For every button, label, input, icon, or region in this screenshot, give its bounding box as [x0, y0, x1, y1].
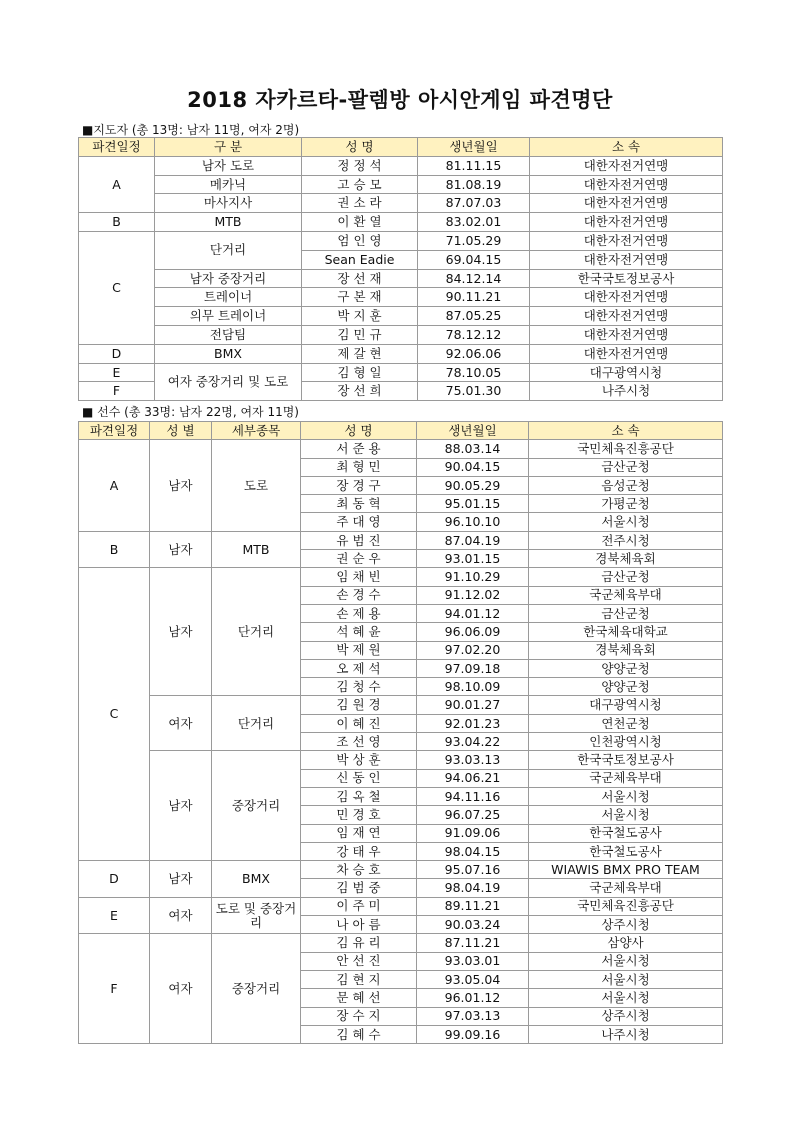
division-cell: 여자 중장거리 및 도로	[155, 363, 302, 401]
name-cell: 문 혜 선	[301, 989, 417, 1007]
header-affiliation: 소 속	[529, 422, 723, 440]
affiliation-cell: 경북체육회	[529, 641, 723, 659]
birth-cell: 91.09.06	[417, 824, 529, 842]
birth-cell: 78.10.05	[418, 363, 530, 382]
event-cell: 도로 및 중장거리	[212, 897, 301, 934]
table-row	[79, 861, 723, 879]
division-cell: 의무 트레이너	[155, 307, 302, 326]
name-cell: 김 원 경	[301, 696, 417, 714]
name-cell: 김 혜 수	[301, 1025, 417, 1043]
birth-cell: 91.12.02	[417, 586, 529, 604]
affiliation-cell: 금산군청	[529, 568, 723, 586]
name-cell: 유 범 진	[301, 531, 417, 549]
birth-cell: 93.03.01	[417, 952, 529, 970]
gender-cell: 여자	[150, 934, 212, 1044]
division-cell: 남자 중장거리	[155, 269, 302, 288]
division-cell: 트레이너	[155, 288, 302, 307]
header-name: 성 명	[302, 138, 418, 157]
name-cell: 김 옥 철	[301, 787, 417, 805]
affiliation-cell: 서울시청	[529, 806, 723, 824]
gender-cell: 남자	[150, 531, 212, 568]
name-cell: 제 갈 현	[302, 344, 418, 363]
division-cell: 전담팀	[155, 325, 302, 344]
affiliation-cell: 나주시청	[529, 1025, 723, 1043]
birth-cell: 87.05.25	[418, 307, 530, 326]
affiliation-cell: 한국철도공사	[529, 824, 723, 842]
affiliation-cell: 한국국토정보공사	[529, 751, 723, 769]
birth-cell: 81.08.19	[418, 175, 530, 194]
event-cell: 단거리	[212, 696, 301, 751]
schedule-cell: F	[79, 934, 150, 1044]
table-row	[79, 440, 723, 458]
birth-cell: 96.10.10	[417, 513, 529, 531]
birth-cell: 90.01.27	[417, 696, 529, 714]
affiliation-cell: 경북체육회	[529, 550, 723, 568]
name-cell: 손 경 수	[301, 586, 417, 604]
affiliation-cell: 국군체육부대	[529, 769, 723, 787]
affiliation-cell: 가평군청	[529, 495, 723, 513]
birth-cell: 90.05.29	[417, 476, 529, 494]
schedule-cell: D	[79, 344, 155, 363]
page-title: 2018 자카르타-팔렘방 아시안게임 파견명단	[187, 88, 613, 112]
affiliation-cell: 국민체육진흥공단	[529, 440, 723, 458]
table-row	[79, 194, 723, 213]
affiliation-cell: 나주시청	[530, 382, 723, 401]
birth-cell: 96.07.25	[417, 806, 529, 824]
name-cell: 구 본 재	[302, 288, 418, 307]
name-cell: 최 형 민	[301, 458, 417, 476]
birth-cell: 98.10.09	[417, 678, 529, 696]
division-cell: 남자 도로	[155, 156, 302, 175]
affiliation-cell: 양양군청	[529, 659, 723, 677]
name-cell: 조 선 영	[301, 733, 417, 751]
header-event: 세부종목	[212, 422, 301, 440]
name-cell: 김 현 지	[301, 970, 417, 988]
name-cell: 최 동 혁	[301, 495, 417, 513]
athletes-table	[78, 421, 723, 1044]
birth-cell: 83.02.01	[418, 213, 530, 232]
name-cell: 이 혜 진	[301, 714, 417, 732]
birth-cell: 94.01.12	[417, 604, 529, 622]
name-cell: 김 형 일	[302, 363, 418, 382]
event-cell: 중장거리	[212, 751, 301, 861]
table-row	[79, 568, 723, 586]
header-affiliation: 소 속	[530, 138, 723, 157]
birth-cell: 87.11.21	[417, 934, 529, 952]
table-row	[79, 325, 723, 344]
affiliation-cell: 국군체육부대	[529, 879, 723, 897]
birth-cell: 94.06.21	[417, 769, 529, 787]
event-cell: BMX	[212, 861, 301, 898]
athletes-section-label: ■ 선수 (총 33명: 남자 22명, 여자 11명)	[82, 405, 299, 419]
birth-cell: 93.03.13	[417, 751, 529, 769]
birth-cell: 93.01.15	[417, 550, 529, 568]
header-schedule: 파견일정	[79, 138, 155, 157]
table-row	[79, 231, 723, 250]
name-cell: 차 승 호	[301, 861, 417, 879]
name-cell: 나 아 름	[301, 916, 417, 934]
affiliation-cell: 대한자전거연맹	[530, 325, 723, 344]
affiliation-cell: 음성군청	[529, 476, 723, 494]
schedule-cell: A	[79, 440, 150, 531]
division-cell: BMX	[155, 344, 302, 363]
schedule-cell: F	[79, 382, 155, 401]
table-row	[79, 156, 723, 175]
name-cell: 엄 인 영	[302, 231, 418, 250]
name-cell: 주 대 영	[301, 513, 417, 531]
name-cell: 강 태 우	[301, 842, 417, 860]
affiliation-cell: 국군체육부대	[529, 586, 723, 604]
name-cell: 이 환 열	[302, 213, 418, 232]
table-row	[79, 363, 723, 382]
birth-cell: 98.04.15	[417, 842, 529, 860]
coaches-table	[78, 137, 723, 401]
affiliation-cell: 대한자전거연맹	[530, 288, 723, 307]
gender-cell: 여자	[150, 696, 212, 751]
affiliation-cell: 상주시청	[529, 1007, 723, 1025]
table-row	[79, 344, 723, 363]
division-cell: 메카닉	[155, 175, 302, 194]
name-cell: 이 주 미	[301, 897, 417, 915]
birth-cell: 90.04.15	[417, 458, 529, 476]
header-schedule: 파견일정	[79, 422, 150, 440]
birth-cell: 92.01.23	[417, 714, 529, 732]
name-cell: 신 동 인	[301, 769, 417, 787]
division-cell: MTB	[155, 213, 302, 232]
gender-cell: 남자	[150, 751, 212, 861]
name-cell: 권 소 라	[302, 194, 418, 213]
name-cell: 장 수 지	[301, 1007, 417, 1025]
name-cell: Sean Eadie	[302, 250, 418, 269]
name-cell: 장 선 희	[302, 382, 418, 401]
schedule-cell: E	[79, 363, 155, 382]
affiliation-cell: 금산군청	[529, 458, 723, 476]
birth-cell: 75.01.30	[418, 382, 530, 401]
schedule-cell: B	[79, 213, 155, 232]
birth-cell: 92.06.06	[418, 344, 530, 363]
event-cell: 중장거리	[212, 934, 301, 1044]
name-cell: 김 유 리	[301, 934, 417, 952]
birth-cell: 95.07.16	[417, 861, 529, 879]
affiliation-cell: 서울시청	[529, 970, 723, 988]
header-division: 구 분	[155, 138, 302, 157]
table-header-row	[79, 422, 723, 440]
birth-cell: 97.09.18	[417, 659, 529, 677]
name-cell: 임 채 빈	[301, 568, 417, 586]
gender-cell: 남자	[150, 440, 212, 531]
affiliation-cell: 대한자전거연맹	[530, 175, 723, 194]
affiliation-cell: 대한자전거연맹	[530, 344, 723, 363]
name-cell: 정 정 석	[302, 156, 418, 175]
name-cell: 임 재 연	[301, 824, 417, 842]
schedule-cell: C	[79, 568, 150, 861]
affiliation-cell: 국민체육진흥공단	[529, 897, 723, 915]
affiliation-cell: 인천광역시청	[529, 733, 723, 751]
birth-cell: 88.03.14	[417, 440, 529, 458]
affiliation-cell: 대구광역시청	[530, 363, 723, 382]
birth-cell: 94.11.16	[417, 787, 529, 805]
birth-cell: 90.03.24	[417, 916, 529, 934]
birth-cell: 78.12.12	[418, 325, 530, 344]
birth-cell: 91.10.29	[417, 568, 529, 586]
affiliation-cell: 한국체육대학교	[529, 623, 723, 641]
birth-cell: 90.11.21	[418, 288, 530, 307]
schedule-cell: D	[79, 861, 150, 898]
table-row	[79, 175, 723, 194]
event-cell: MTB	[212, 531, 301, 568]
table-row	[79, 897, 723, 915]
name-cell: 박 지 훈	[302, 307, 418, 326]
birth-cell: 97.03.13	[417, 1007, 529, 1025]
birth-cell: 93.04.22	[417, 733, 529, 751]
birth-cell: 93.05.04	[417, 970, 529, 988]
name-cell: 박 상 훈	[301, 751, 417, 769]
affiliation-cell: 대한자전거연맹	[530, 307, 723, 326]
schedule-cell: A	[79, 156, 155, 212]
table-row	[79, 531, 723, 549]
affiliation-cell: 양양군청	[529, 678, 723, 696]
table-row	[79, 696, 723, 714]
name-cell: 김 민 규	[302, 325, 418, 344]
name-cell: 오 제 석	[301, 659, 417, 677]
affiliation-cell: 전주시청	[529, 531, 723, 549]
affiliation-cell: 서울시청	[529, 787, 723, 805]
birth-cell: 69.04.15	[418, 250, 530, 269]
affiliation-cell: 삼양사	[529, 934, 723, 952]
name-cell: 김 범 중	[301, 879, 417, 897]
affiliation-cell: 대한자전거연맹	[530, 250, 723, 269]
gender-cell: 여자	[150, 897, 212, 934]
name-cell: 손 제 용	[301, 604, 417, 622]
name-cell: 안 선 진	[301, 952, 417, 970]
affiliation-cell: 연천군청	[529, 714, 723, 732]
affiliation-cell: 대한자전거연맹	[530, 231, 723, 250]
name-cell: 권 순 우	[301, 550, 417, 568]
birth-cell: 87.04.19	[417, 531, 529, 549]
schedule-cell: B	[79, 531, 150, 568]
table-row	[79, 288, 723, 307]
birth-cell: 97.02.20	[417, 641, 529, 659]
affiliation-cell: 상주시청	[529, 916, 723, 934]
table-row	[79, 751, 723, 769]
coaches-section-label: ■지도자 (총 13명: 남자 11명, 여자 2명)	[82, 123, 300, 137]
gender-cell: 남자	[150, 861, 212, 898]
birth-cell: 98.04.19	[417, 879, 529, 897]
header-birth: 생년월일	[418, 138, 530, 157]
name-cell: 박 제 원	[301, 641, 417, 659]
name-cell: 김 청 수	[301, 678, 417, 696]
division-cell: 단거리	[155, 231, 302, 269]
table-row	[79, 269, 723, 288]
event-cell: 도로	[212, 440, 301, 531]
name-cell: 민 경 호	[301, 806, 417, 824]
affiliation-cell: 서울시청	[529, 952, 723, 970]
affiliation-cell: 대한자전거연맹	[530, 194, 723, 213]
division-cell: 마사지사	[155, 194, 302, 213]
header-name: 성 명	[301, 422, 417, 440]
header-birth: 생년월일	[417, 422, 529, 440]
name-cell: 서 준 용	[301, 440, 417, 458]
affiliation-cell: 서울시청	[529, 513, 723, 531]
gender-cell: 남자	[150, 568, 212, 696]
birth-cell: 84.12.14	[418, 269, 530, 288]
birth-cell: 81.11.15	[418, 156, 530, 175]
schedule-cell: C	[79, 231, 155, 344]
table-header-row	[79, 138, 723, 157]
affiliation-cell: 대한자전거연맹	[530, 213, 723, 232]
table-row	[79, 213, 723, 232]
event-cell: 단거리	[212, 568, 301, 696]
birth-cell: 96.01.12	[417, 989, 529, 1007]
birth-cell: 89.11.21	[417, 897, 529, 915]
name-cell: 석 혜 윤	[301, 623, 417, 641]
affiliation-cell: 대구광역시청	[529, 696, 723, 714]
affiliation-cell: 금산군청	[529, 604, 723, 622]
affiliation-cell: 한국국토정보공사	[530, 269, 723, 288]
birth-cell: 71.05.29	[418, 231, 530, 250]
affiliation-cell: 한국철도공사	[529, 842, 723, 860]
name-cell: 장 경 구	[301, 476, 417, 494]
header-gender: 성 별	[150, 422, 212, 440]
table-row	[79, 934, 723, 952]
birth-cell: 99.09.16	[417, 1025, 529, 1043]
affiliation-cell: WIAWIS BMX PRO TEAM	[529, 861, 723, 879]
name-cell: 장 선 재	[302, 269, 418, 288]
table-row	[79, 307, 723, 326]
name-cell: 고 승 모	[302, 175, 418, 194]
affiliation-cell: 서울시청	[529, 989, 723, 1007]
birth-cell: 87.07.03	[418, 194, 530, 213]
affiliation-cell: 대한자전거연맹	[530, 156, 723, 175]
birth-cell: 96.06.09	[417, 623, 529, 641]
schedule-cell: E	[79, 897, 150, 934]
birth-cell: 95.01.15	[417, 495, 529, 513]
